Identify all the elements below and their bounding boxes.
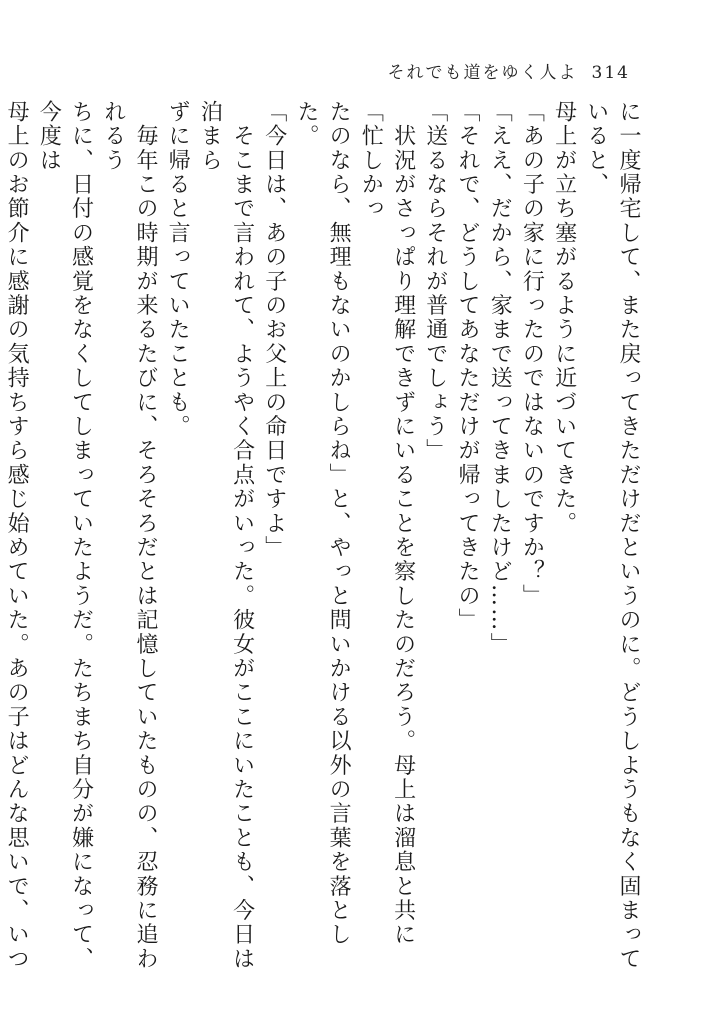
running-header — [388, 58, 630, 83]
dialogue-line: 「今日は、あの子のお父上の命日ですよ」 — [261, 100, 287, 560]
vertical-body-text — [4, 100, 644, 980]
dialogue-line: 「送るならそれが普通でしょう」 — [422, 100, 448, 463]
book-title: それでも道をゆく人よ — [387, 63, 578, 83]
paragraph: に一度帰宅して、また戻ってきただけだというのに。どうしようもなく固まっていると、 — [583, 100, 641, 972]
paragraph: 母上が立ち塞がるように近づいてきた。 — [551, 100, 577, 536]
paragraph: 毎年この時期が来るたびに、そろそろだとは記憶していたものの、忍務に追われるう ちに、日付の感覚をなくしてしまっていたようだ。たちまち自分が嫌になって、今度は 母上のお節介に感謝の気持ちすら感じ始めていた。あの子はどんな思いで、いつ — [4, 100, 158, 972]
paragraph: そこまで言われて、ようやく合点がいった。彼女がここにいたことも、今日は泊まら ずに帰ると言っていたことも。 — [165, 100, 255, 972]
dialogue-line: 「ええ、だから、家まで送ってきましたけど……」 — [487, 100, 513, 657]
page-number: 314 — [591, 63, 630, 83]
dialogue-line: 「それで、どうしてあなただけが帰ってきたの」 — [454, 100, 480, 633]
dialogue-line: 「あの子の家に行ったのではないのですか？」 — [519, 100, 545, 609]
paragraph: 状況がさっぱり理解できずにいることを察したのだろう。母上は溜息と共に「忙しかっ たのなら、無理もないのかしらね」と、やっと問いかける以外の言葉を落とした。 — [293, 100, 416, 947]
